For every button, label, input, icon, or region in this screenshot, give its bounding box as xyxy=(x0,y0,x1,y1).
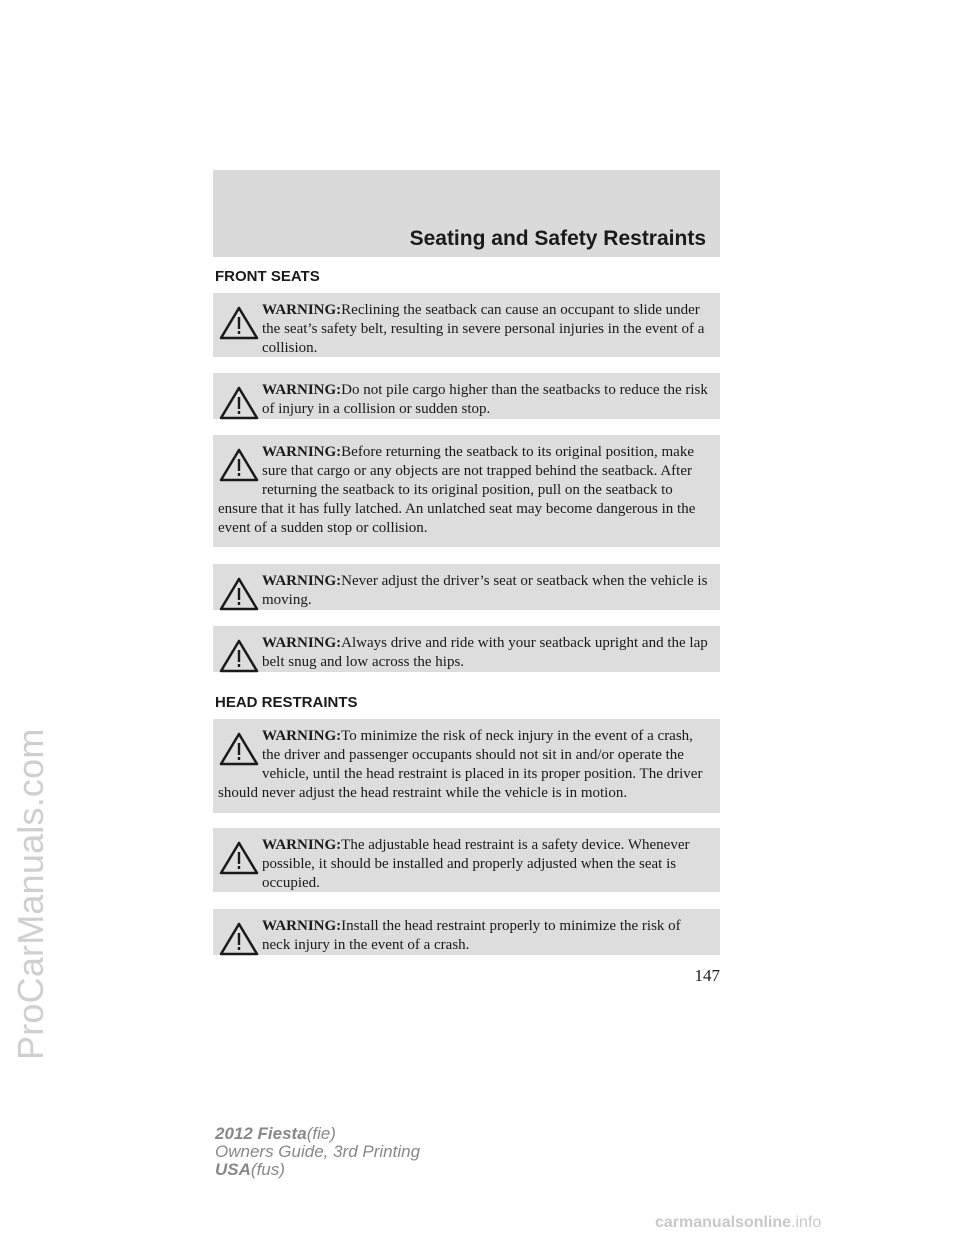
footer-model: 2012 Fiesta xyxy=(215,1124,307,1143)
warning-text: Always drive and ride with your seatback upright and the lap belt snug and low across the hips. xyxy=(262,635,708,670)
warning-box-reclining xyxy=(213,293,720,357)
warning-triangle-icon xyxy=(218,305,260,341)
footer-line-model xyxy=(215,1125,420,1143)
warning-label: WARNING: xyxy=(262,302,342,318)
warning-triangle-icon xyxy=(218,731,260,767)
warning-triangle-icon xyxy=(218,840,260,876)
warning-box-install xyxy=(213,909,720,955)
warning-box-driver-seat xyxy=(213,564,720,610)
warning-label: WARNING: xyxy=(262,918,342,934)
section-header-bar xyxy=(213,170,720,257)
warning-label: WARNING: xyxy=(262,573,342,589)
url-prefix: carmanualsonline xyxy=(655,1214,792,1231)
warning-box-neck-injury xyxy=(213,719,720,813)
warning-box-upright xyxy=(213,626,720,672)
warning-text: Do not pile cargo higher than the seatbacks to reduce the risk of injury in a collision or sudden stop. xyxy=(262,382,708,417)
warning-label: WARNING: xyxy=(262,837,342,853)
warning-triangle-icon xyxy=(218,447,260,483)
bottom-url-watermark xyxy=(655,1214,821,1232)
warning-text: Never adjust the driver’s seat or seatback when the vehicle is moving. xyxy=(262,573,708,608)
footer-model-code: (fie) xyxy=(306,1124,336,1143)
footer-line-market xyxy=(215,1161,420,1179)
warning-box-safety-device xyxy=(213,828,720,892)
site-watermark: ProCarManuals.com xyxy=(10,728,51,1060)
warning-text: Install the head restraint properly to minimize the risk of neck injury in the event of a crash. xyxy=(262,918,681,953)
warning-text: The adjustable head restraint is a safety device. Whenever possible, it should be installed and properly adjusted when the seat is occupied. xyxy=(262,837,690,891)
warning-triangle-icon xyxy=(218,576,260,612)
warning-text: To minimize the risk of neck injury in the event of a crash, the driver and passenger occupants should not sit in and/or operate the vehicle, until the head restraint is placed in its proper position. The driver should never adjust the head restraint while the vehicle is in motion. xyxy=(218,728,703,801)
warning-text: Before returning the seatback to its original position, make sure that cargo or any objects are not trapped behind the seatback. After returning the seatback to its original position, pull on the seatback to ensure that it has fully latched. An unlatched seat may become dangerous in the event of a sudden stop or collision. xyxy=(218,444,696,536)
warning-box-seatback-return xyxy=(213,435,720,547)
heading-front-seats: FRONT SEATS xyxy=(215,268,320,285)
url-suffix: .info xyxy=(791,1214,822,1231)
footer-market-code: (fus) xyxy=(250,1160,285,1179)
page-number: 147 xyxy=(694,966,720,985)
warning-label: WARNING: xyxy=(262,382,342,398)
section-title: Seating and Safety Restraints xyxy=(409,227,706,250)
warning-text: Reclining the seatback can cause an occupant to slide under the seat’s safety belt, resulting in severe personal injuries in the event of a collision. xyxy=(262,302,705,356)
warning-label: WARNING: xyxy=(262,728,342,744)
heading-head-restraints: HEAD RESTRAINTS xyxy=(215,694,358,711)
warning-triangle-icon xyxy=(218,638,260,674)
footer-line-guide: Owners Guide, 3rd Printing xyxy=(215,1142,421,1161)
warning-triangle-icon xyxy=(218,385,260,421)
footer-market: USA xyxy=(215,1160,251,1179)
warning-label: WARNING: xyxy=(262,444,342,460)
warning-label: WARNING: xyxy=(262,635,342,651)
document-footer xyxy=(215,1125,420,1179)
warning-box-cargo xyxy=(213,373,720,419)
warning-triangle-icon xyxy=(218,921,260,957)
